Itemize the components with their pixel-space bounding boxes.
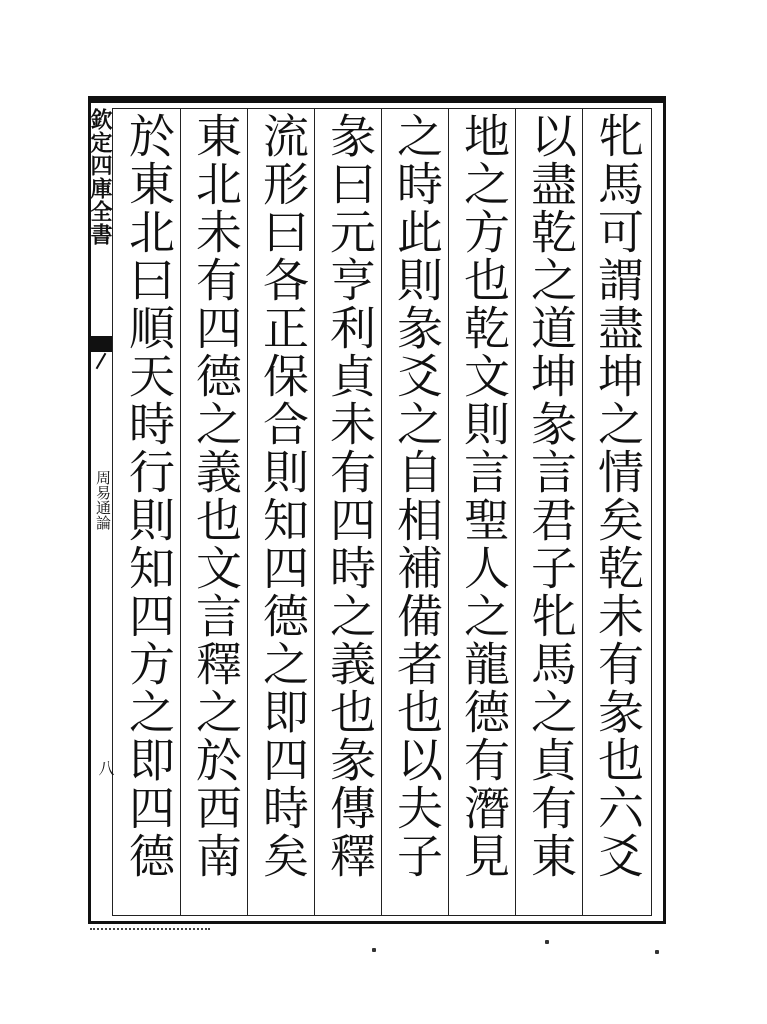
- text-column-7: 東北未有四德之義也文言釋之於西南: [189, 112, 243, 880]
- fishtail-mark: [88, 332, 114, 362]
- text-column-6: 流形曰各正保合則知四德之即四時矣: [256, 112, 310, 880]
- scan-speck: [655, 950, 659, 954]
- column-divider: [515, 108, 516, 916]
- book-title: 周易通論: [94, 470, 112, 530]
- text-column-4: 之時此則彖爻之自相補備者也以夫子: [390, 112, 444, 880]
- page-number: 八: [96, 760, 115, 776]
- text-column-8: 於東北曰順天時行則知四方之即四德: [122, 112, 176, 880]
- scan-speck: [545, 940, 549, 944]
- column-divider: [314, 108, 315, 916]
- text-column-1: 牝馬可謂盡坤之情矣乾未有彖也六爻: [591, 112, 645, 880]
- text-column-3: 地之方也乾文則言聖人之龍德有潛見: [457, 112, 511, 880]
- column-divider: [247, 108, 248, 916]
- column-divider: [582, 108, 583, 916]
- column-divider: [180, 108, 181, 916]
- collection-title: 欽定四庫全書: [87, 108, 113, 246]
- text-column-2: 以盡乾之道坤彖言君子牝馬之貞有東: [524, 112, 578, 880]
- column-divider: [448, 108, 449, 916]
- fishtail-bar: [90, 336, 112, 352]
- text-column-5: 彖曰元亨利貞未有四時之義也彖傳釋: [323, 112, 377, 880]
- scan-noise: [90, 924, 210, 930]
- column-divider: [381, 108, 382, 916]
- scan-speck: [372, 948, 376, 952]
